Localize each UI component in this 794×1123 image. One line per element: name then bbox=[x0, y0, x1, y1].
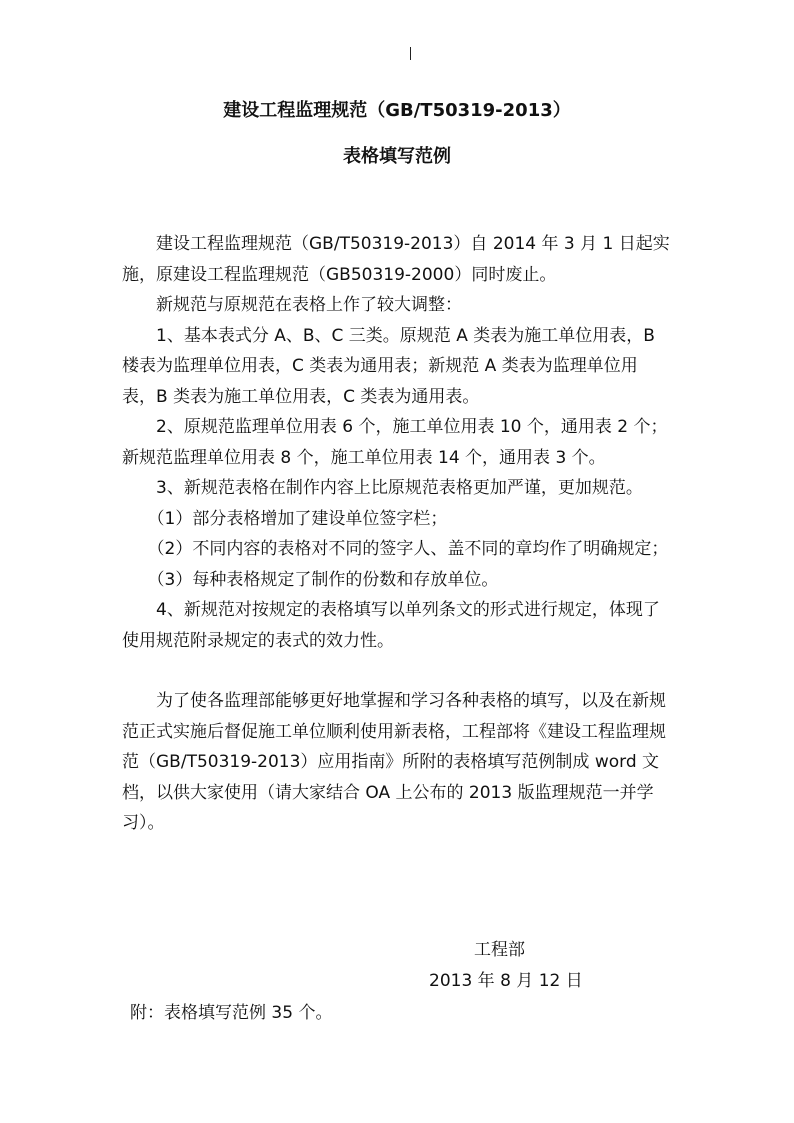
paragraph-subitem-3: （3）每种表格规定了制作的份数和存放单位。 bbox=[147, 569, 499, 590]
signature-date: 2013 年 8 月 12 日 bbox=[429, 971, 583, 991]
paragraph-subitem-1: （1）部分表格增加了建设单位签字栏； bbox=[147, 508, 448, 529]
paragraph-subitem-2: （2）不同内容的表格对不同的签字人、盖不同的章均作了明确规定； bbox=[147, 539, 669, 559]
text-cursor-mark bbox=[410, 47, 411, 60]
document-body bbox=[122, 229, 670, 839]
paragraph-item-3: 3、新规范表格在制作内容上比原规范表格更加严谨，更加规范。 bbox=[156, 478, 643, 498]
paragraph-item-4: 4、新规范对按规定的表格填写以单列条文的形式进行规定，体现了使用规范附录规定的表式的效力性。 bbox=[122, 600, 660, 651]
paragraph-gap bbox=[122, 656, 670, 686]
paragraph-changes: 新规范与原规范在表格上作了较大调整： bbox=[156, 295, 462, 315]
paragraph-item-2: 2、原规范监理单位用表 6 个，施工单位用表 10 个，通用表 2 个；新规范监理单位用表 8 个，施工单位用表 14 个，通用表 3 个。 bbox=[122, 417, 668, 468]
paragraph-intro: 建设工程监理规范（GB/T50319-2013）自 2014 年 3 月 1 日起实施，原建设工程监理规范（GB50319-2000）同时废止。 bbox=[122, 234, 670, 285]
paragraph-purpose: 为了使各监理部能够更好地掌握和学习各种表格的填写，以及在新规范正式实施后督促施工单位顺利使用新表格，工程部将《建设工程监理规范（GB/T50319-2013）应用指南》所附的表格填写范例制成 word 文档，以供大家使用（请大家结合 OA 上公布的 2013 版监理规范一并学习）。 bbox=[122, 691, 666, 833]
signature-department: 工程部 bbox=[474, 940, 525, 960]
attachment-note: 附：表格填写范例 35 个。 bbox=[130, 1003, 333, 1023]
document-subtitle: 表格填写范例 bbox=[343, 146, 451, 167]
paragraph-item-1: 1、基本表式分 A、B、C 三类。原规范 A 类表为施工单位用表，B 楼表为监理单位用表，C 类表为通用表；新规范 A 类表为监理单位用表，B 类表为施工单位用表，C 类表为通用表。 bbox=[122, 325, 655, 407]
document-title: 建设工程监理规范（GB/T50319-2013） bbox=[223, 100, 571, 121]
